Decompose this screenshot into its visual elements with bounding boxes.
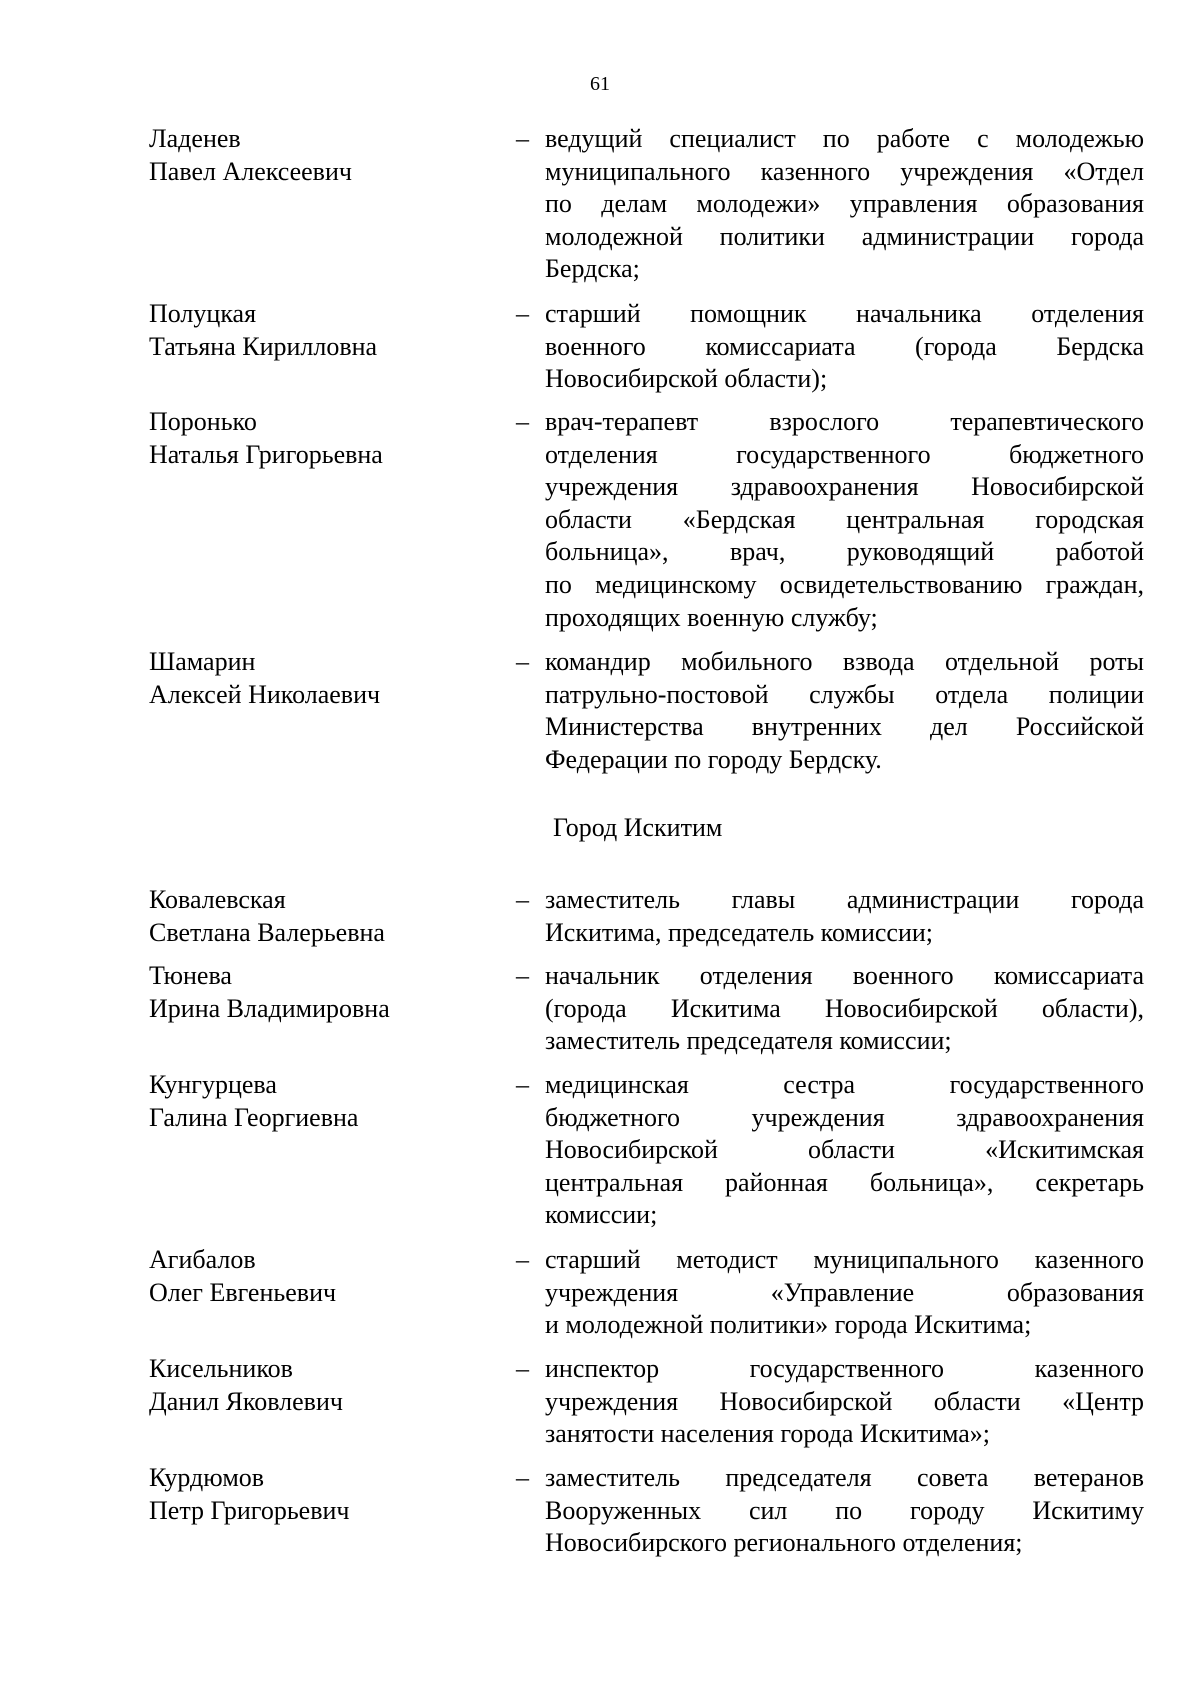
description-line: по медицинскому освидетельствованию граждан, [545,569,1144,599]
description-line: учреждения «Управление образования [545,1277,1144,1307]
description-line: старший помощник начальника отделения [545,299,1144,328]
entry-dash: – [516,885,529,914]
member-name: Агибалов Олег Евгеньевич [149,1245,337,1307]
member-name: Курдюмов Петр Григорьевич [149,1463,350,1525]
page-number: 61 [590,73,610,95]
description-line: заместитель председателя совета ветеранов [545,1463,1144,1492]
description-line: заместитель главы администрации города [545,885,1144,914]
description-line: медицинская сестра государственного [545,1070,1144,1099]
description-line: области «Бердская центральная городская [545,504,1144,534]
description-line: военного комиссариата (города Бердска [545,331,1144,361]
entry-dash: – [516,1245,529,1274]
description-line: отделения государственного бюджетного [545,439,1144,469]
entry-dash: – [516,1354,529,1383]
member-description [545,123,1144,286]
member-name: Полуцкая Татьяна Кирилловна [149,299,378,361]
description-line: учреждения Новосибирской области «Центр [545,1386,1144,1416]
description-line: начальник отделения военного комиссариата [545,961,1144,990]
entry-dash: – [516,1070,529,1099]
member-name: Ладенев Павел Алексеевич [149,124,352,186]
description-line: Новосибирской области); [545,364,828,394]
member-name: Тюнева Ирина Владимировна [149,961,390,1023]
description-line: инспектор государственного казенного [545,1354,1144,1383]
description-line: Федерации по городу Бердску. [545,744,882,774]
description-line: Министерства внутренних дел Российской [545,712,1144,742]
description-line: и молодежной политики» города Искитима; [545,1310,1032,1340]
description-line: Искитима, председатель комиссии; [545,917,933,947]
member-name: Поронько Наталья Григорьевна [149,407,383,469]
entry-dash: – [516,299,529,328]
description-line: больница», врач, руководящий работой [545,537,1144,567]
member-description [545,1244,1144,1342]
member-description [545,960,1144,1058]
description-line: учреждения здравоохранения Новосибирской [545,472,1144,502]
description-line: командир мобильного взвода отдельной роты [545,647,1144,676]
member-description [545,406,1144,634]
description-line: муниципального казенного учреждения «Отдел [545,156,1144,186]
description-line: Бердска; [545,254,640,284]
member-description [545,1353,1144,1451]
member-description [545,646,1144,776]
description-line: Новосибирской области «Искитимская [545,1135,1144,1165]
member-name: Кисельников Данил Яковлевич [149,1354,343,1416]
description-line: врач-терапевт взрослого терапевтического [545,407,1144,436]
entry-dash: – [516,647,529,676]
member-name: Ковалевская Светлана Валерьевна [149,885,385,947]
section-heading: Город Искитим [553,813,723,842]
member-description [545,1069,1144,1232]
entry-dash: – [516,961,529,990]
entry-dash: – [516,407,529,436]
description-line: бюджетного учреждения здравоохранения [545,1102,1144,1132]
description-line: ведущий специалист по работе с молодежью [545,124,1144,153]
description-line: комиссии; [545,1200,658,1230]
description-line: молодежной политики администрации города [545,221,1144,251]
member-description [545,298,1144,396]
description-line: Вооруженных сил по городу Искитиму [545,1495,1144,1525]
description-line: по делам молодежи» управления образования [545,189,1144,219]
description-line: Новосибирского регионального отделения; [545,1528,1023,1558]
description-line: центральная районная больница», секретарь [545,1167,1144,1197]
entry-dash: – [516,1463,529,1492]
description-line: (города Искитима Новосибирской области), [545,993,1144,1023]
entry-dash: – [516,124,529,153]
member-description [545,1462,1144,1560]
description-line: занятости населения города Искитима»; [545,1419,991,1449]
description-line: проходящих военную службу; [545,602,878,632]
member-name: Шамарин Алексей Николаевич [149,647,381,709]
description-line: патрульно-постовой службы отдела полиции [545,679,1144,709]
description-line: заместитель председателя комиссии; [545,1026,952,1056]
member-description [545,884,1144,949]
description-line: старший методист муниципального казенного [545,1245,1144,1274]
member-name: Кунгурцева Галина Георгиевна [149,1070,359,1132]
